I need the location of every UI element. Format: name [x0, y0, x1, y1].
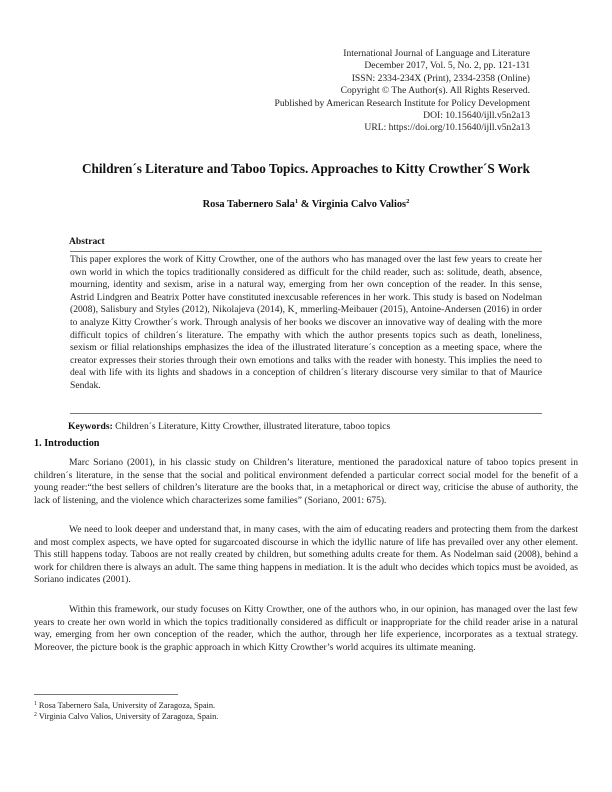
author-separator: & — [298, 199, 312, 210]
journal-issue: December 2017, Vol. 5, No. 2, pp. 121-131 — [364, 60, 530, 72]
keywords — [68, 421, 390, 432]
abstract-text: This paper explores the work of Kitty Crowther, one of the authors who has managed over the last few years to create her own world in which the topics traditionally considered as difficult for the child reader, such as: solitude, death, absence, mourning, identity and sexism, arise in a natural way, emerging from her own conception of the reader. In this sense, Astrid Lindgren and Beatrix Potter have constituted inexcusable references in her work. This study is based on Nodelman (2008), Salisbury and Styles (2012), Nikolajeva (2014), K¸ mmerling-Meibauer (2015), Antoine-Andersen (2016) in order to analyze Kitty Crowther´s work. Through analysis of her books we discover an innovative way of dealing with the more difficult topics of children´s literature. The empathy with which the author presents topics such as death, loneliness, sexism or filial relationships emphasizes the idea of the illustrated literature´s conception as a meeting space, where the creator expresses their stories through their own emotions and talks with the reader with honesty. This implies the need to deal with life with its lights and shadows in a conception of children´s literary discourse very similar to that of Maurice Sendak. — [70, 254, 542, 391]
keywords-text: Children´s Literature, Kitty Crowther, illustrated literature, taboo topics — [112, 421, 391, 432]
abstract-bottom-rule — [70, 413, 542, 414]
abstract-top-rule — [70, 251, 542, 252]
journal-name: International Journal of Language and Literature — [343, 48, 530, 59]
journal-publisher: Published by American Research Institute for Policy Development — [274, 97, 530, 109]
author-footnote-mark[interactable]: 1 — [294, 198, 299, 205]
footnote-text: Rosa Tabernero Sala, University of Zaragoza, Spain. — [38, 701, 216, 710]
author-name: Virginia Calvo Valios — [311, 199, 407, 210]
paragraph: We need to look deeper and understand that, in many cases, with the aim of educating readers and protecting them from the darkest and most complex aspects, we have opted for sugarcoated discourse in which the idyllic nature of life has prevailed over any other element. This still happens today. Taboos are not really created by children, but something adults create for them. As Nodelman said (2008), behind a work for children there is always an adult. The same thing happens in mediation. It is the adult who decides which topics must be avoided, as Soriano indicates (2001). — [34, 524, 578, 586]
section-heading-introduction: 1. Introduction — [34, 438, 100, 449]
footnotes — [34, 701, 218, 722]
footnote-mark: 1 — [34, 701, 37, 707]
paragraph: Within this framework, our study focuses on Kitty Crowther, one of the authors who, in our opinion, has managed over the last few years to create her own world in which the topics traditionally considered as difficult or inappropriate for the child reader arise in a natural way, emerging from her own conception of the reader, which the author, through her life experience, incorporates as a textual strategy. Moreover, the picture book is the graphic approach in which Kitty Crowther’s world acquires its ultimate meaning. — [34, 604, 578, 653]
journal-issn: ISSN: 2334-234X (Print), 2334-2358 (Online) — [351, 72, 530, 84]
footnote-separator — [34, 694, 178, 695]
journal-header — [210, 48, 530, 135]
footnote-text: Virginia Calvo Valios, University of Zaragoza, Spain. — [38, 711, 219, 721]
journal-copyright: Copyright © The Author(s). All Rights Reserved. — [340, 85, 530, 97]
footnote — [34, 701, 218, 712]
abstract-heading: Abstract — [69, 236, 105, 247]
footnote-mark: 2 — [34, 711, 37, 718]
footnote — [34, 712, 218, 723]
author-line — [30, 199, 582, 210]
journal-url[interactable]: URL: https://doi.org/10.15640/ijll.v5n2a13 — [364, 122, 530, 134]
journal-doi: DOI: 10.15640/ijll.v5n2a13 — [423, 110, 530, 122]
paper-title: Children´s Literature and Taboo Topics. Approaches to Kitty Crowther´S Work — [82, 161, 530, 176]
author-name: Rosa Tabernero Sala — [202, 199, 295, 210]
paragraph: Marc Soriano (2001), in his classic study on Children’s literature, mentioned the paradoxical nature of taboo topics present in children´s literature, in the sense that the social and political environment defended a particular correct social model for the benefit of a young reader:“the best sellers of children’s literature are the books that, in a metaphorical or direct way, criticise the abuse of authority, the lack of listening, and the violence which characterizes some families” (Soriano, 2001: 675). — [34, 457, 578, 506]
author-footnote-mark[interactable]: 2 — [406, 198, 410, 205]
keywords-label: Keywords: — [68, 421, 113, 432]
